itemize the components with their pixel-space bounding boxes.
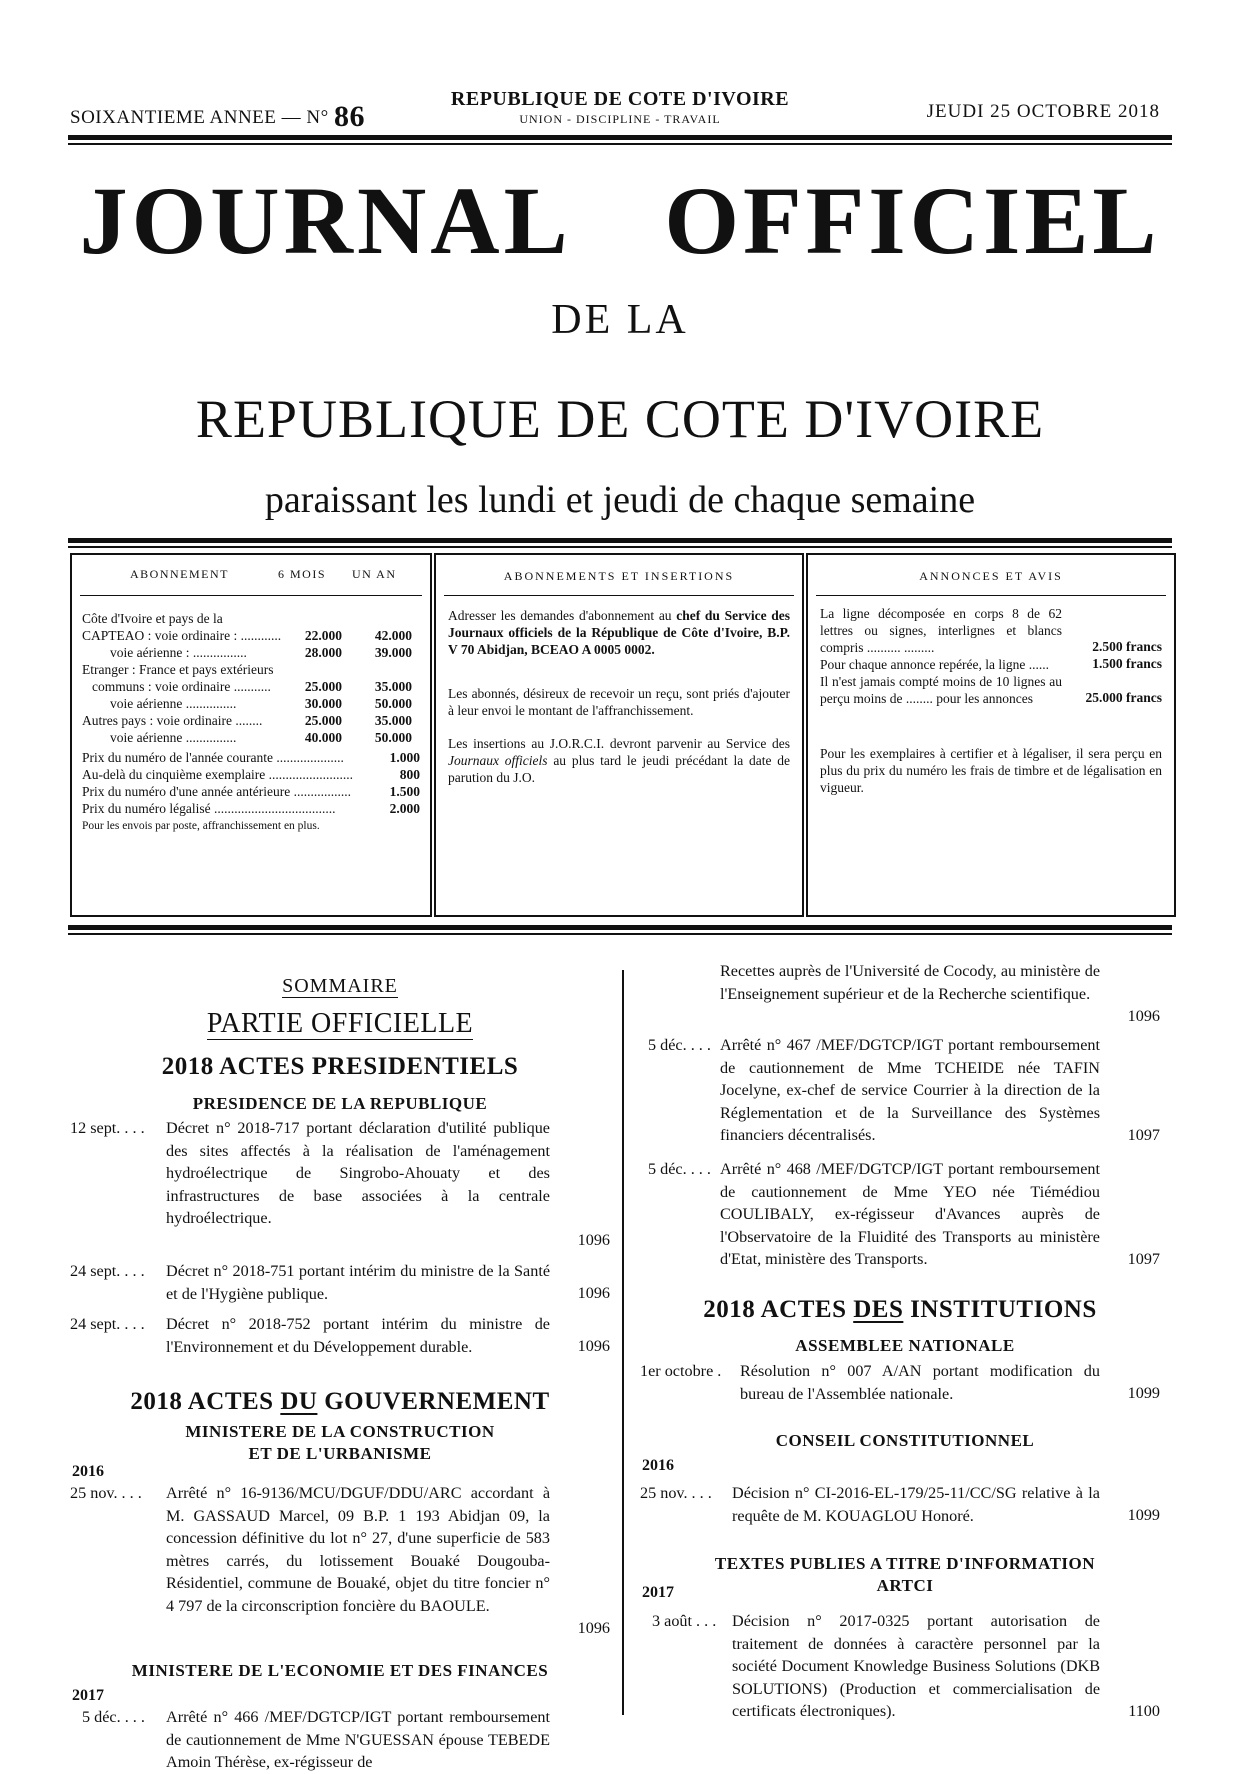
list-item: 5 déc. . . . Arrêté n° 467 /MEF/DGTCP/IGT portant remboursement de cautionnement de Mme TCHEIDE née TAFIN Jocelyne, ex-chef de service Courrier à la direction de la Réglementation et de la Surveillance des Systèmes financiers décentralisés. 1097 xyxy=(648,1036,1160,1144)
year-issue xyxy=(70,100,365,134)
tarif-row: communs : voie ordinaire ........... 25.000 35.000 xyxy=(92,679,412,694)
tarif-row: Autres pays : voie ordinaire ........ 25.000 35.000 xyxy=(82,713,412,728)
receipt-notice: Les abonnés, désireux de recevoir un reçu, sont priés d'ajouter à leur envoi le montant de l'affranchissement. xyxy=(448,686,790,718)
list-item: 3 août . . . Décision n° 2017-0325 portant autorisation de traitement de données à caractère personnel par la société Document Knowledge Business Solutions (DKB SOLUTIONS) (Production et commercialisation de certificats électroniques). 1100 xyxy=(652,1612,1160,1720)
list-item: 24 sept. . . . Décret n° 2018-751 portant intérim du ministre de la Santé et de l'Hygiène publique. 1096 xyxy=(70,1262,610,1303)
sommaire-title: SOMMAIRE xyxy=(282,975,398,997)
header-rule xyxy=(68,135,1172,140)
tarif-row: voie aérienne : ................ 28.000 39.000 xyxy=(110,645,412,660)
year-2016: 2016 xyxy=(72,1463,104,1480)
header-republic-block xyxy=(400,88,840,127)
annonce-line-value: 2.500 francs xyxy=(1092,639,1162,654)
tarif-row: voie aérienne ............... 30.000 50.000 xyxy=(110,696,412,711)
masthead-de-la: DE LA xyxy=(551,297,689,343)
abonnements-insertions-header-rule xyxy=(444,595,794,596)
abonnements-insertions-header: ABONNEMENTS ET INSERTIONS xyxy=(503,569,735,583)
list-item: 5 déc. . . . Arrêté n° 466 /MEF/DGTCP/IGT portant remboursement de cautionnement de Mme N'GUESSAN épouse TEBEDE Amoin Thérèse, ex-régisseur de xyxy=(82,1708,550,1771)
masthead-rule xyxy=(68,538,1172,543)
year-2017-right: 2017 xyxy=(642,1584,674,1601)
publication-frequency: paraissant les lundi et jeudi de chaque semaine xyxy=(264,479,976,521)
year-label: SOIXANTIEME ANNEE — N° xyxy=(70,107,329,128)
prix-row: Prix du numéro de l'année courante .................... 1.000 xyxy=(82,750,420,765)
ministere-economie-heading: MINISTERE DE L'ECONOMIE ET DES FINANCES xyxy=(131,1661,549,1680)
list-item: 1er octobre . Résolution n° 007 A/AN portant modification du bureau de l'Assemblée nationale. 1099 xyxy=(640,1362,1160,1403)
list-item: Recettes auprès de l'Université de Cocody, au ministère de l'Enseignement supérieur et de la Recherche scientifique. 1096 xyxy=(720,962,1160,1025)
prix-row: Prix du numéro légalisé .................................... 2.000 xyxy=(82,801,420,816)
abonnements-insertions-box xyxy=(434,553,804,917)
insertion-deadline: Les insertions au J.O.R.C.I. devront parvenir au Service des Journaux officiels au plus tard le jeudi précédant la date de parution du J.O. xyxy=(448,736,791,785)
list-item: 12 sept. . . . Décret n° 2018-717 portant déclaration d'utilité publique des sites affectés à la réalisation de l'aménagement hydroélectrique de Singrobo-Ahouaty et des infrastructures de base associées à la centrale hydroélectrique. 1096 xyxy=(70,1119,610,1249)
annonces-box xyxy=(806,553,1176,917)
abonnement-col-1an: UN AN xyxy=(352,567,397,581)
actes-gouvernement-heading: 2018 ACTES DU GOUVERNEMENT xyxy=(130,1388,550,1415)
textes-information-heading: TEXTES PUBLIES A TITRE D'INFORMATION ARTCI xyxy=(714,1554,1096,1595)
tarif-row: Côte d'Ivoire et pays de la xyxy=(82,611,223,626)
annonces-header: ANNONCES ET AVIS xyxy=(919,569,1063,583)
tarif-row: voie aérienne ............... 40.000 50.000 xyxy=(110,730,412,745)
list-item: 5 déc. . . . Arrêté n° 468 /MEF/DGTCP/IGT portant remboursement de cautionnement de Mme YEO née Tiémédiou COULIBALY, ex-régisseur d'Avances auprès de l'Observatoire de la Fluidité des Transports au ministère d'Etat, ministère des Transports. 1097 xyxy=(648,1160,1160,1268)
list-item: 25 nov. . . . Arrêté n° 16-9136/MCU/DGUF/DDU/ARC accordant à M. GASSAUD Marcel, 09 B.P. 1 193 Abidjan 09, la concession définitive du lot n° 27, d'une superficie de 583 mètres carrés, du lotissement Bouaké Dougouba-Résidentiel, commune de Bouaké, objet du titre foncier n° 4 797 de la circonscription foncière du BAOULE. 1096 xyxy=(70,1484,610,1637)
masthead-rule-thin xyxy=(68,546,1172,548)
abonnement-col-6mois: 6 MOIS xyxy=(278,567,327,581)
issue-number: 86 xyxy=(333,100,365,133)
tarif-row: Etranger : France et pays extérieurs xyxy=(82,662,274,677)
masthead-republic: REPUBLIQUE DE COTE D'IVOIRE xyxy=(195,389,1045,449)
column-separator xyxy=(622,970,624,1715)
ministere-construction-heading: MINISTERE DE LA CONSTRUCTION ET DE L'URBANISME xyxy=(185,1422,495,1463)
assemblee-heading: ASSEMBLEE NATIONALE xyxy=(795,1336,1015,1355)
header-rule-thin xyxy=(68,143,1172,145)
annonce-line-price: La ligne décomposée en corps 8 de 62 lettres ou signes, interlignes et blancs compris .......... ......... xyxy=(820,606,1062,655)
year-2017: 2017 xyxy=(72,1687,104,1704)
annonces-header-rule xyxy=(816,595,1166,596)
journal-title: JOURNAL OFFICIEL xyxy=(79,167,1161,274)
conseil-heading: CONSEIL CONSTITUTIONNEL xyxy=(775,1431,1035,1450)
list-item: 25 nov. . . . Décision n° CI-2016-EL-179/25-11/CC/SG relative à la requête de M. KOUAGLOU Honoré. 1099 xyxy=(640,1484,1160,1525)
annonce-repere-price: Pour chaque annonce repérée, la ligne ...... xyxy=(820,657,1050,672)
annonce-minimum-value: 25.000 francs xyxy=(1085,690,1162,705)
year-2016-right: 2016 xyxy=(642,1457,674,1474)
subscription-address: Adresser les demandes d'abonnement au chef du Service des Journaux officiels de la République de Côte d'Ivoire, B.P. V 70 Abidjan, BCEAO A 0005 0002. xyxy=(448,608,791,657)
boxes-rule-thin xyxy=(68,933,1172,935)
partie-officielle: PARTIE OFFICIELLE xyxy=(206,1008,474,1039)
legalisation-notice: Pour les exemplaires à certifier et à légaliser, il sera perçu en plus du prix du numéro les frais de timbre et de légalisation en vigueur. xyxy=(820,746,1162,795)
prix-row: Au-delà du cinquième exemplaire ......................... 800 xyxy=(82,767,420,782)
prix-row: Prix du numéro d'une année antérieure ................. 1.500 xyxy=(82,784,420,799)
presidence-heading: PRESIDENCE DE LA REPUBLIQUE xyxy=(192,1094,488,1113)
abonnement-box xyxy=(70,553,432,917)
boxes-rule xyxy=(68,925,1172,930)
tarif-row: CAPTEAO : voie ordinaire : ............ 22.000 42.000 xyxy=(82,628,412,643)
abonnement-header: ABONNEMENT xyxy=(130,567,229,581)
list-item: 24 sept. . . . Décret n° 2018-752 portant intérim du ministre de l'Environnement et du Développement durable. 1096 xyxy=(70,1315,610,1356)
actes-institutions-heading: 2018 ACTES DES INSTITUTIONS xyxy=(703,1296,1097,1323)
header-republic: REPUBLIQUE DE COTE D'IVOIRE xyxy=(450,88,790,110)
actes-presidentiels-heading: 2018 ACTES PRESIDENTIELS xyxy=(161,1053,519,1080)
header-motto: UNION - DISCIPLINE - TRAVAIL xyxy=(519,112,721,126)
annonce-repere-value: 1.500 francs xyxy=(1092,656,1162,671)
issue-date: JEUDI 25 OCTOBRE 2018 xyxy=(926,101,1160,122)
postage-note: Pour les envois par poste, affranchissement en plus. xyxy=(82,820,320,832)
abonnement-header-rule xyxy=(80,595,422,596)
annonce-minimum: Il n'est jamais compté moins de 10 lignes au perçu moins de ........ pour les annonces xyxy=(820,674,1062,706)
